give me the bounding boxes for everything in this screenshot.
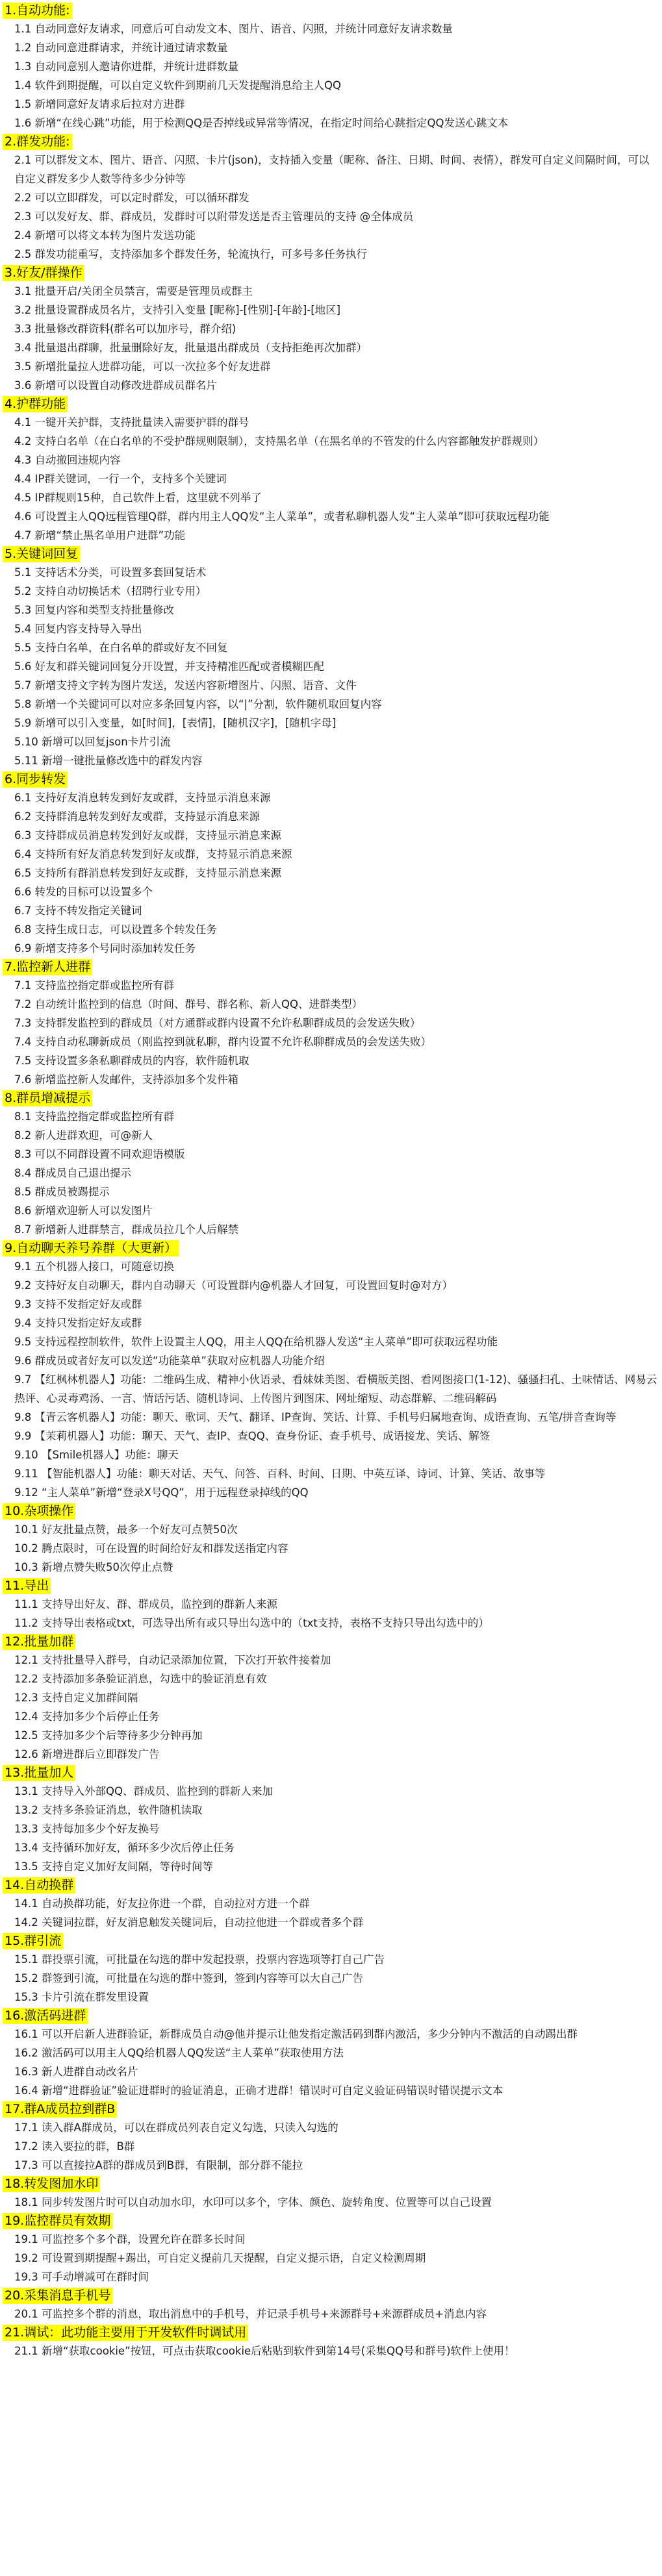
- feature-item: 6.8 支持生成日志，可以设置多个转发任务: [14, 923, 217, 936]
- section-title: 13.批量加人: [3, 1765, 75, 1781]
- feature-item: 9.11 【智能机器人】功能：聊天对话、天气、问答、百科、时间、日期、中英互译、诗词、计算、笑话、故事等: [14, 1468, 546, 1480]
- section-title: 21.调试：此功能主要用于开发软件时调试用: [3, 2325, 248, 2341]
- feature-item: 5.2 支持自动切换话术（招聘行业专用）: [14, 585, 207, 597]
- feature-item: 12.1 支持批量导入群号，自动记录添加位置，下次打开软件接着加: [14, 1654, 331, 1666]
- feature-item: 5.5 支持白名单，在白名单的群或好友不回复: [14, 642, 228, 654]
- section-heading: [3, 1932, 659, 1950]
- feature-item: 17.3 可以直接拉A群的群成员到B群，有限制，部分群不能拉: [14, 2159, 303, 2171]
- section-heading: [3, 770, 659, 788]
- feature-item: 1.3 自动同意别人邀请你进群，并统计进群数量: [14, 60, 238, 73]
- feature-item: 4.2 支持白名单（在白名单的不受护群规则限制），支持黑名单（在黑名单的不管发的什么内容都触发护群规则）: [14, 435, 544, 447]
- feature-item: 13.2 支持多条验证消息，软件随机读取: [14, 1804, 203, 1816]
- feature-item: 9.9 【茉莉机器人】功能：聊天、天气、查IP、查QQ、查身份证、查手机号、成语接龙、笑话、解签: [14, 1430, 490, 1442]
- feature-item: 1.6 新增“在线心跳”功能，用于检测QQ是否掉线或异常等情况，在指定时间给心跳指定QQ发送心跳文本: [14, 117, 509, 129]
- feature-item: 4.1 一键开关护群，支持批量读入需要护群的群号: [14, 416, 249, 429]
- feature-item: 9.4 支持只发指定好友或群: [14, 1317, 142, 1329]
- feature-item: 9.5 支持远程控制软件，软件上设置主人QQ，用主人QQ在给机器人发送“主人菜单”即可获取远程功能: [14, 1336, 498, 1348]
- section-title: 8.群员增减提示: [3, 1090, 92, 1107]
- feature-item: 7.2 自动统计监控到的信息（时间、群号、群名称、新人QQ、进群类型）: [14, 998, 363, 1010]
- feature-item: 6.4 支持所有好友消息转发到好友或群，支持显示消息来源: [14, 848, 292, 860]
- feature-item: 7.4 支持自动私聊新成员（刚监控到就私聊，群内设置不允许私聊群成员的会发送失败）: [14, 1036, 431, 1048]
- section-title: 10.杂项操作: [3, 1503, 75, 1519]
- feature-item: 2.3 可以发好友、群、群成员，发群时可以附带发送是否主管理员的支持 @全体成员: [14, 210, 414, 223]
- feature-item: 12.5 支持加多少个后等待多少分钟再加: [14, 1729, 203, 1742]
- feature-item: 7.5 支持设置多条私聊群成员的内容，软件随机取: [14, 1055, 249, 1067]
- feature-item: 6.7 支持不转发指定关键词: [14, 905, 142, 917]
- feature-item: 4.5 IP群规则15种，自己软件上看，这里就不列举了: [14, 492, 262, 504]
- feature-item: 12.6 新增进群后立即群发广告: [14, 1748, 160, 1760]
- feature-item: 9.6 群成员或者好友可以发送“功能菜单”获取对应机器人功能介绍: [14, 1355, 325, 1367]
- feature-item: 9.7 【红枫林机器人】功能：二维码生成、精神小伙语录、看妹妹美图、看横版美图、看网图接口(1-12)、骚骚扫孔、土味情话、网易云热评、心灵毒鸡汤、一言、情话污话、随机诗词、上传图片到图床、网址缩短、动态群解、二维码解码: [14, 1373, 657, 1405]
- feature-item: 5.4 回复内容支持导入导出: [14, 623, 142, 635]
- section-title: 15.群引流: [3, 1933, 63, 1949]
- section-heading: [3, 958, 659, 976]
- section-heading: [3, 395, 659, 413]
- feature-item: 14.1 自动换群功能，好友拉你进一个群，自动拉对方进一个群: [14, 1897, 310, 1910]
- feature-item: 8.2 新人进群欢迎，可@新人: [14, 1129, 153, 1142]
- section-title: 1.自动功能:: [3, 3, 72, 19]
- feature-item: 12.3 支持自定义加群间隔: [14, 1692, 138, 1704]
- feature-item: 5.6 好友和群关键词回复分开设置，并支持精准匹配或者模糊匹配: [14, 660, 324, 673]
- section-heading: [3, 1876, 659, 1894]
- feature-item: 4.4 IP群关键词，一行一个，支持多个关键词: [14, 473, 227, 485]
- feature-item: 13.5 支持自定义加好友间隔，等待时间等: [14, 1860, 213, 1873]
- feature-item: 17.2 读入要拉的群，B群: [14, 2140, 135, 2153]
- feature-item: 5.7 新增支持文字转为图片发送，发送内容新增图片、闪照、语音、文件: [14, 679, 357, 692]
- feature-item: 2.1 可以群发文本、图片、语音、闪照、卡片(json)，支持插入变量（昵称、备注、日期、时间、表情），群发可自定义间隔时间，可以自定义群发多少人数等待多少分钟等: [14, 154, 650, 185]
- feature-item: 19.2 可设置到期提醒+踢出，可自定义提前几天提醒，自定义提示语，自定义检测周期: [14, 2252, 426, 2264]
- section-heading: [3, 2100, 659, 2118]
- section-heading: [3, 1089, 659, 1107]
- feature-item: 1.5 新增同意好友请求后拉对方进群: [14, 98, 185, 110]
- section-title: 2.群发功能:: [3, 134, 72, 150]
- section-heading: [3, 264, 659, 282]
- section-title: 18.转发图加水印: [3, 2176, 100, 2192]
- feature-item: 15.2 群签到引流，可批量在勾选的群中签到，签到内容等可以大自己广告: [14, 1972, 363, 1984]
- feature-item: 16.1 可以开启新人进群验证，新群成员自动@他并提示让他发指定激活码到群内激活，多少分钟内不激活的自动踢出群: [14, 2028, 578, 2040]
- feature-item: 1.4 软件到期提醒，可以自定义软件到期前几天发提醒消息给主人QQ: [14, 79, 341, 92]
- feature-item: 9.3 支持不发指定好友或群: [14, 1298, 142, 1310]
- feature-item: 5.1 支持话术分类，可设置多套回复话术: [14, 566, 207, 579]
- feature-item: 16.2 激活码可以用主人QQ给机器人QQ发送“主人菜单”获取使用方法: [14, 2047, 344, 2059]
- section-title: 20.采集消息手机号: [3, 2288, 112, 2304]
- feature-item: 15.1 群投票引流，可批量在勾选的群中发起投票，投票内容选项等打自己广告: [14, 1953, 385, 1966]
- section-heading: [3, 2323, 659, 2342]
- feature-item: 3.1 批量开启/关闭全员禁言，需要是管理员或群主: [14, 285, 253, 297]
- feature-item: 15.3 卡片引流在群发里设置: [14, 1991, 149, 2003]
- section-heading: [3, 545, 659, 563]
- feature-item: 2.4 新增可以将文本转为图片发送功能: [14, 229, 196, 242]
- feature-item: 21.1 新增“获取cookie”按钮，可点击获取cookie后粘贴到软件到第14号(采集QQ号和群号)软件上使用！: [14, 2345, 515, 2357]
- feature-item: 11.1 支持导出好友、群、群成员，监控到的群新人来源: [14, 1598, 277, 1610]
- feature-item: 3.3 批量修改群资料(群名可以加序号，群介绍): [14, 323, 236, 335]
- feature-item: 3.4 批量退出群聊，批量删除好友，批量退出群成员（支持拒绝再次加群）: [14, 342, 367, 354]
- section-heading: [3, 1632, 659, 1651]
- section-title: 17.群A成员拉到群B: [3, 2101, 117, 2118]
- feature-item: 6.2 支持群消息转发到好友或群，支持显示消息来源: [14, 810, 260, 823]
- feature-item: 1.1 自动同意好友请求，同意后可自动发文本、图片、语音、闪照，并统计同意好友请求数量: [14, 23, 453, 35]
- feature-item: 2.2 可以立即群发，可以定时群发，可以循环群发: [14, 192, 249, 204]
- feature-item: 7.1 支持监控指定群或监控所有群: [14, 979, 174, 992]
- section-heading: [3, 1239, 659, 1257]
- section-title: 12.批量加群: [3, 1634, 75, 1650]
- feature-item: 4.7 新增“禁止黑名单用户进群”功能: [14, 529, 186, 542]
- section-title: 4.护群功能: [3, 396, 68, 412]
- feature-item: 8.6 新增欢迎新人可以发图片: [14, 1205, 153, 1217]
- feature-item: 10.3 新增点赞失败50次停止点赞: [14, 1561, 173, 1573]
- section-heading: [3, 132, 659, 151]
- section-heading: [3, 2212, 659, 2230]
- section-heading: [3, 1502, 659, 1520]
- section-title: 9.自动聊天养号养群（大更新）: [3, 1240, 179, 1257]
- feature-item: 8.7 新增新人进群禁言，群成员拉几个人后解禁: [14, 1223, 238, 1236]
- section-title: 11.导出: [3, 1578, 51, 1594]
- feature-item: 16.3 新人进群自动改名片: [14, 2066, 138, 2078]
- feature-item: 9.2 支持好友自动聊天，群内自动聊天（可设置群内@机器人才回复，可设置回复时@对方）: [14, 1279, 453, 1292]
- feature-item: 16.4 新增“进群验证”验证进群时的验证消息，正确才进群！错误时可自定义验证码错误时错误提示文本: [14, 2084, 503, 2097]
- feature-item: 6.3 支持群成员消息转发到好友或群，支持显示消息来源: [14, 829, 281, 842]
- feature-item: 3.5 新增批量拉人进群功能，可以一次拉多个好友进群: [14, 360, 271, 373]
- feature-item: 5.9 新增可以引入变量，如[时间]，[表情]，[随机汉字]，[随机字母]: [14, 717, 337, 729]
- feature-item: 7.6 新增监控新人发邮件，支持添加多个发件箱: [14, 1073, 238, 1086]
- feature-item: 8.5 群成员被踢提示: [14, 1186, 110, 1198]
- feature-item: 6.9 新增支持多个号同时添加转发任务: [14, 942, 196, 955]
- section-title: 6.同步转发: [3, 771, 68, 788]
- feature-item: 8.1 支持监控指定群或监控所有群: [14, 1110, 174, 1123]
- feature-item: 8.4 群成员自己退出提示: [14, 1167, 131, 1179]
- feature-item: 3.2 批量设置群成员名片，支持引入变量 [昵称]-[性别]-[年龄]-[地区]: [14, 304, 341, 316]
- section-title: 14.自动换群: [3, 1877, 75, 1894]
- section-heading: [3, 1, 659, 19]
- section-heading: [3, 2007, 659, 2025]
- feature-item: 6.5 支持所有群消息转发到好友或群，支持显示消息来源: [14, 867, 281, 879]
- feature-item: 10.2 腾点限时，可在设置的时间给好友和群发送指定内容: [14, 1542, 288, 1555]
- section-title: 3.好友/群操作: [3, 265, 84, 281]
- section-title: 19.监控群员有效期: [3, 2213, 112, 2229]
- feature-item: 8.3 可以不同群设置不同欢迎语模版: [14, 1148, 185, 1160]
- feature-item: 12.4 支持加多少个后停止任务: [14, 1710, 160, 1723]
- feature-item: 18.1 同步转发图片时可以自动加水印，水印可以多个，字体、颜色、旋转角度、位置等可以自己设置: [14, 2196, 492, 2208]
- feature-item: 5.8 新增一个关键词可以对应多条回复内容，以“|”分割，软件随机取回复内容: [14, 698, 382, 710]
- section-heading: [3, 1577, 659, 1595]
- feature-item: 10.1 好友批量点赞，最多一个好友可点赞50次: [14, 1523, 238, 1536]
- feature-item: 6.6 转发的目标可以设置多个: [14, 886, 153, 898]
- feature-item: 19.3 可手动增减可在群时间: [14, 2271, 149, 2283]
- feature-item: 9.12 “主人菜单”新增“登录X号QQ”，用于远程登录掉线的QQ: [14, 1486, 309, 1499]
- feature-item: 11.2 支持导出表格或txt，可选导出所有或只导出勾选中的（txt支持，表格不支持只导出勾选中的）: [14, 1617, 489, 1629]
- feature-item: 2.5 群发功能重写，支持添加多个群发任务，轮流执行，可多号多任务执行: [14, 248, 367, 260]
- feature-item: 20.1 可监控多个群的消息，取出消息中的手机号，并记录手机号+来源群号+来源群成员+消息内容: [14, 2308, 487, 2320]
- feature-item: 13.1 支持导入外部QQ、群成员、监控到的群新人来加: [14, 1785, 273, 1797]
- feature-item: 13.4 支持循环加好友，循环多少次后停止任务: [14, 1842, 235, 1854]
- feature-item: 6.1 支持好友消息转发到好友或群，支持显示消息来源: [14, 792, 271, 804]
- section-heading: [3, 1764, 659, 1782]
- section-title: 7.监控新人进群: [3, 959, 92, 975]
- feature-item: 13.3 支持每加多少个好友换号: [14, 1823, 160, 1835]
- feature-item: 4.6 可设置主人QQ远程管理Q群，群内用主人QQ发“主人菜单”，或者私聊机器人发“主人菜单”即可获取远程功能: [14, 510, 550, 523]
- feature-item: 9.10 【Smile机器人】功能：聊天: [14, 1449, 179, 1461]
- feature-item: 19.1 可监控多个多个群，设置允许在群多长时间: [14, 2233, 246, 2245]
- feature-item: 5.11 新增一键批量修改选中的群发内容: [14, 755, 203, 767]
- feature-item: 5.3 回复内容和类型支持批量修改: [14, 604, 174, 616]
- feature-item: 1.2 自动同意进群请求，并统计通过请求数量: [14, 42, 228, 54]
- section-heading: [3, 2286, 659, 2305]
- feature-item: 5.10 新增可以回复json卡片引流: [14, 736, 171, 748]
- feature-item: 3.6 新增可以设置自动修改进群成员群名片: [14, 379, 217, 392]
- feature-item: 9.8 【青云客机器人】功能：聊天、歌词、天气、翻译、IP查询、笑话、计算、手机号归属地查询、成语查询、五笔/拼音查询等: [14, 1411, 617, 1423]
- feature-item: 12.2 支持添加多条验证消息，勾选中的验证消息有效: [14, 1673, 267, 1685]
- feature-item: 14.2 关键词拉群，好友消息触发关键词后，自动拉他进一个群或者多个群: [14, 1916, 363, 1929]
- feature-item: 9.1 五个机器人接口，可随意切换: [14, 1260, 174, 1273]
- section-title: 5.关键词回复: [3, 546, 80, 562]
- section-heading: [3, 2175, 659, 2193]
- feature-item: 17.1 读入群A群成员，可以在群成员列表自定义勾选，只读入勾选的: [14, 2121, 338, 2134]
- feature-item: 4.3 自动撤回违规内容: [14, 454, 121, 466]
- section-title: 16.激活码进群: [3, 2008, 88, 2024]
- feature-item: 7.3 支持群发监控到的群成员（对方通群或群内设置不允许私聊群成员的会发送失败）: [14, 1017, 421, 1029]
